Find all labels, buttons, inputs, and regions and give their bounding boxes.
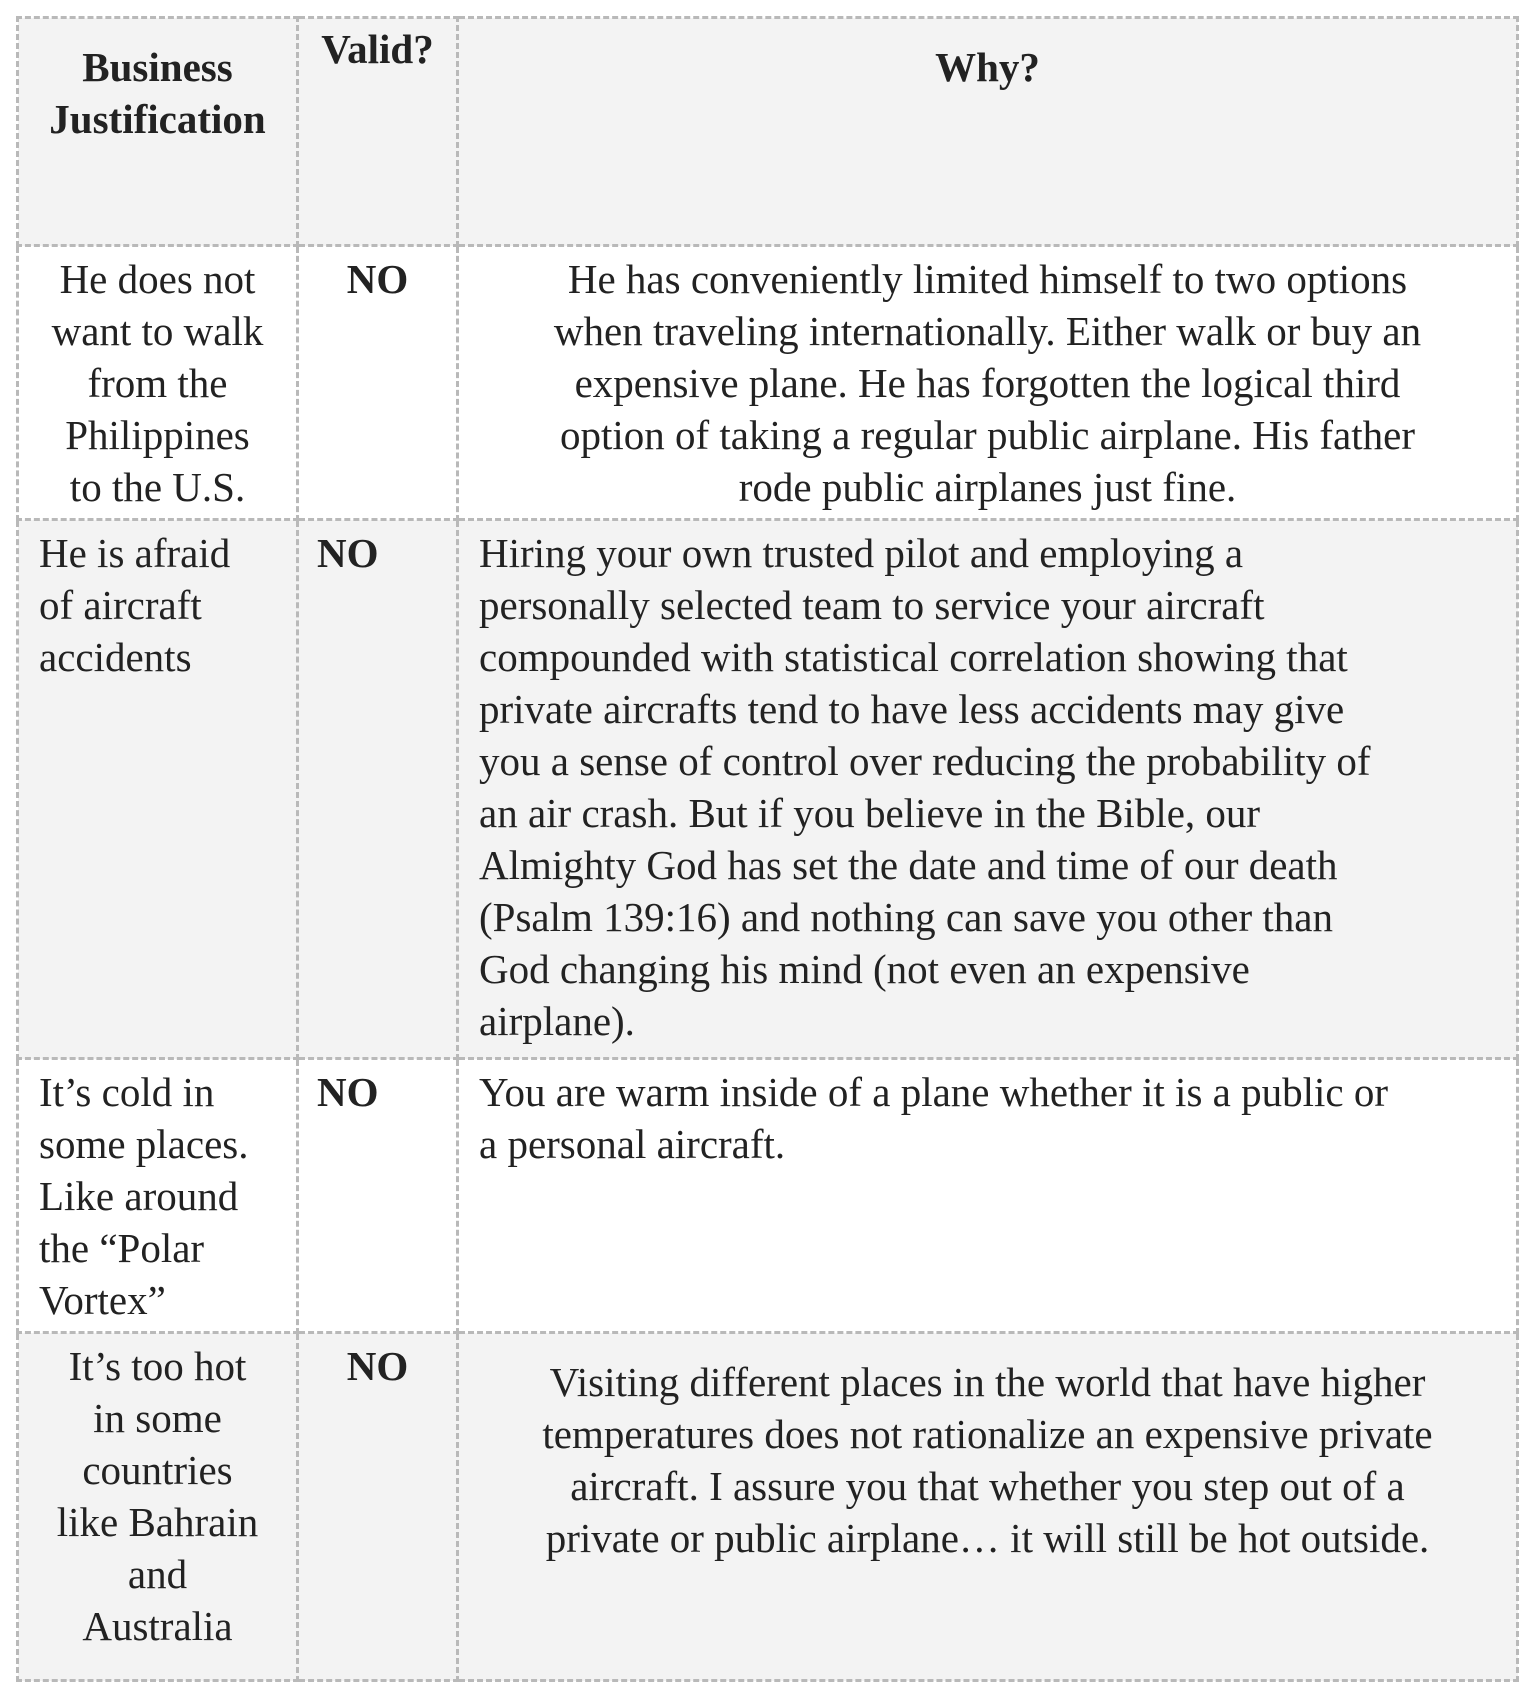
- why-cell: [458, 520, 1518, 1059]
- table-row: [18, 246, 1518, 520]
- why-text: You are warm inside of a plane whether it is a public or a personal aircraft.: [479, 1069, 1388, 1167]
- valid-text: NO: [346, 1343, 409, 1389]
- valid-cell: [298, 246, 458, 520]
- valid-cell: [298, 1059, 458, 1333]
- why-text: Hiring your own trusted pilot and employing a personally selected team to service your aircraft compounded with statistical correlation showing that private aircrafts tend to have less accidents may give you a sense of control over reducing the probability of an air crash. But if you believe in the Bible, our Almighty God has set the date and time of our death (Psalm 139:16) and nothing can save you other than God changing his mind (not even an expensive airplane).: [479, 530, 1371, 1044]
- why-cell: [458, 1333, 1518, 1681]
- header-valid: [298, 18, 458, 246]
- justification-text: It’s cold in some places. Like around the “Polar Vortex”: [39, 1069, 249, 1323]
- header-business-justification-label: Business Justification: [49, 44, 266, 142]
- justification-text: He is afraid of aircraft accidents: [39, 530, 231, 680]
- justification-text: He does not want to walk from the Philippines to the U.S.: [51, 256, 264, 510]
- valid-cell: [298, 520, 458, 1059]
- table-header-row: [18, 18, 1518, 246]
- header-why-label: Why?: [935, 44, 1040, 90]
- justification-cell: [18, 520, 298, 1059]
- valid-text: NO: [346, 256, 409, 302]
- valid-cell: [298, 1333, 458, 1681]
- justification-table: [16, 16, 1519, 1682]
- table-row: [18, 1059, 1518, 1333]
- header-why: [458, 18, 1518, 246]
- why-text: He has conveniently limited himself to two options when traveling internationally. Either walk or buy an expensive plane. He has forgotten the logical third option of taking a regular public airplane. His father rode public airplanes just fine.: [553, 256, 1422, 510]
- table-row: [18, 1333, 1518, 1681]
- why-cell: [458, 246, 1518, 520]
- justification-cell: [18, 246, 298, 520]
- valid-text: NO: [317, 1069, 379, 1115]
- table-row: [18, 520, 1518, 1059]
- why-cell: [458, 1059, 1518, 1333]
- header-business-justification: [18, 18, 298, 246]
- header-valid-label: Valid?: [321, 26, 434, 72]
- why-text: Visiting different places in the world that have higher temperatures does not rationalize an expensive private aircraft. I assure you that whether you step out of a private or public airplane… it will still be hot outside.: [542, 1359, 1433, 1561]
- justification-text: It’s too hot in some countries like Bahrain and Australia: [56, 1343, 259, 1649]
- justification-cell: [18, 1333, 298, 1681]
- valid-text: NO: [317, 530, 379, 576]
- justification-cell: [18, 1059, 298, 1333]
